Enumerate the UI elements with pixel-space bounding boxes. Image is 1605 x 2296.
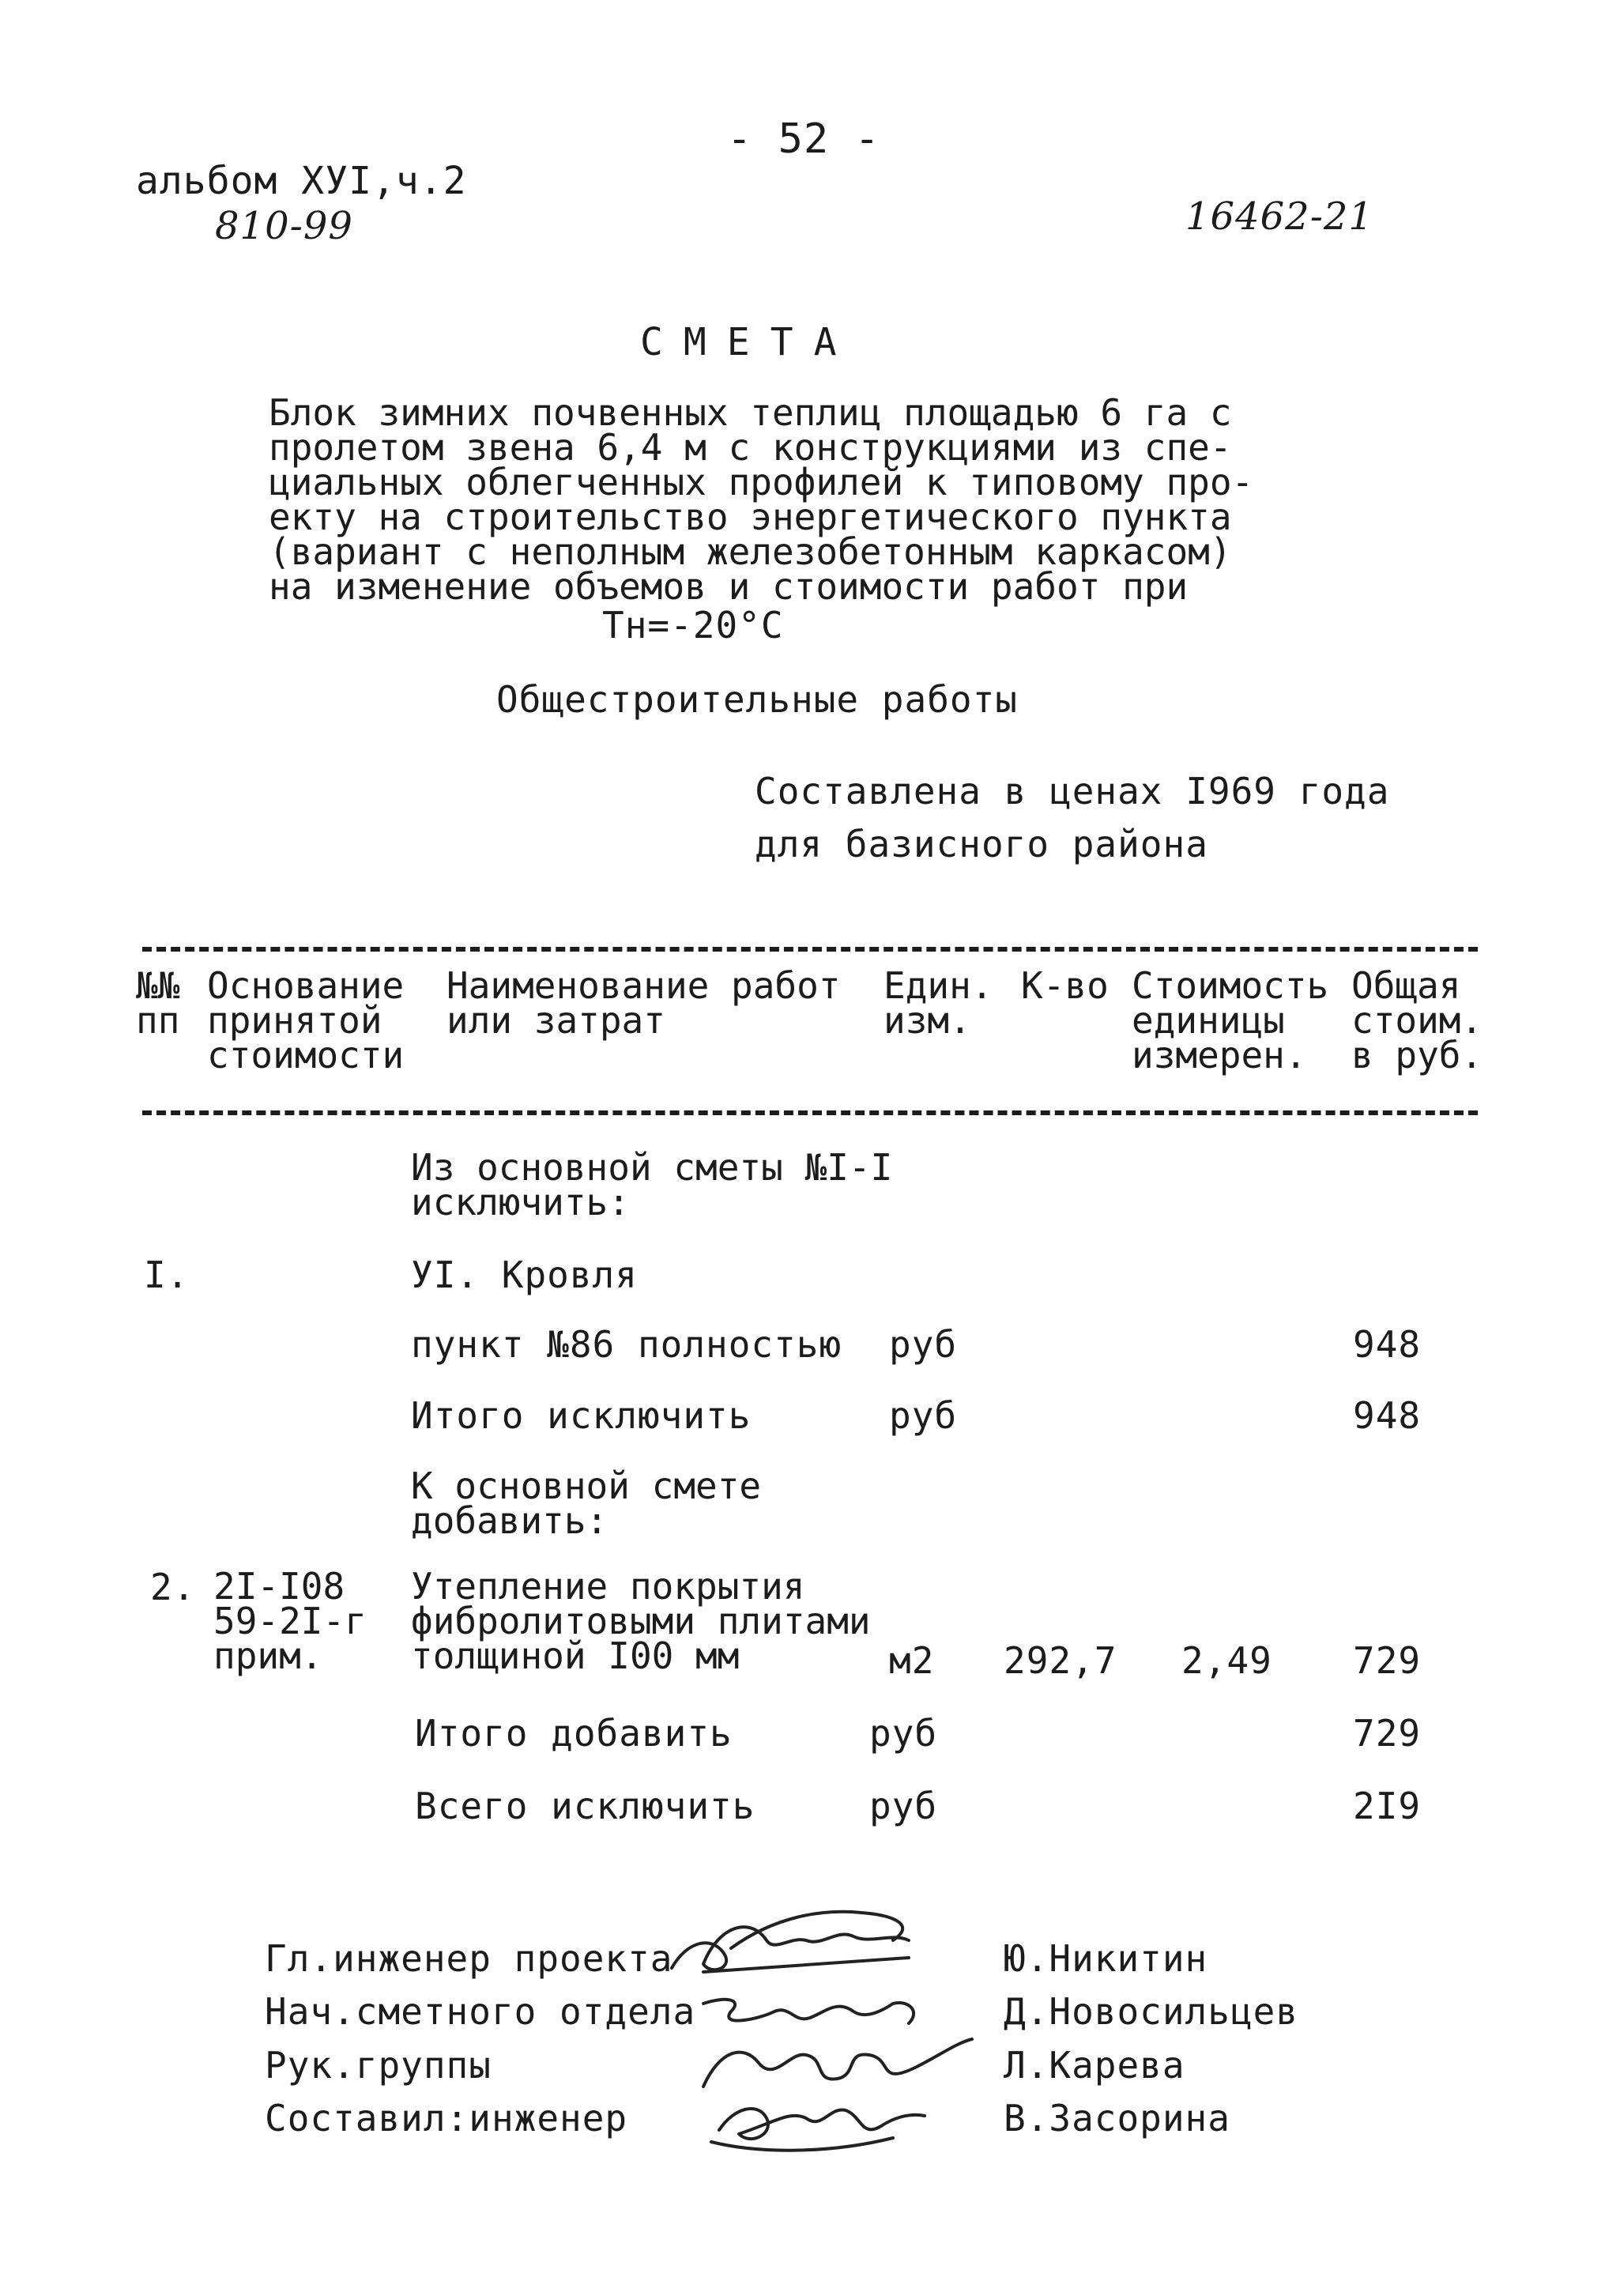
prices-note-line1: Составлена в ценах I969 года [755,770,1390,812]
header-unit: Един. изм. [884,964,993,1042]
signature-role-chief-engineer: Гл.инженер проекта [265,1937,673,1980]
signature-name-compiler: В.Засорина [1004,2097,1230,2140]
header-basis: Основание принятой стоимости [207,964,405,1076]
add-intro: К основной смете добавить: [411,1465,762,1542]
signature-name-group-lead: Л.Карева [1004,2044,1185,2087]
header-name: Наименование работ или затрат [446,964,841,1042]
header-unit-cost: Стоимость единицы измерен. [1132,964,1329,1076]
grand-total-name: Всего исключить [415,1785,755,1827]
item2-total: 729 [1353,1639,1422,1682]
signature-role-estimates-head: Нач.сметного отдела [265,1990,696,2033]
table-top-rule [142,947,1478,952]
temperature-condition: Тн=-20°С [602,604,784,647]
handwritten-signatures [656,1893,1035,2162]
signature-role-compiler: Составил:инженер [265,2097,628,2140]
item2-unit-cost: 2,49 [1181,1639,1272,1682]
item86-total: 948 [1353,1323,1422,1366]
add-total-unit: руб [869,1712,938,1755]
exclude-intro: Из основной сметы №I-I исключить: [411,1146,893,1223]
item1-number: I. [144,1254,190,1296]
document-description: Блок зимних почвенных теплиц площадью 6 га с пролетом звена 6,4 м с конструкциями из спе- циальных облегченных профилей к типовому про- екту на строительство энергетического пункта (вариант с неполным железобетонным каркасом) на изменение объемов и стоимости работ при [269,391,1254,608]
album-code: 810-99 [215,204,353,248]
item86-unit: руб [889,1323,958,1366]
album-label: альбом ХУI,ч.2 [136,159,467,203]
exclude-total-name: Итого исключить [411,1394,752,1437]
header-qty: К-во [1021,964,1109,1007]
document-title: СМЕТА [640,320,857,364]
item2-unit: м2 [889,1639,935,1682]
grand-total-unit: руб [869,1785,938,1827]
item2-name: Утепление покрытия фибролитовыми плитами толщиной I00 мм [411,1565,871,1677]
grand-total-value: 2I9 [1353,1785,1422,1827]
signature-name-chief-engineer: Ю.Никитин [1004,1937,1208,1980]
header-num: №№ пп [136,964,180,1042]
document-code: 16462-21 [1185,194,1373,239]
item2-basis: 2I-I08 59-2I-г прим. [213,1565,367,1677]
page-number: - 52 - [727,115,880,163]
exclude-total-value: 948 [1353,1394,1422,1437]
section-title: Общестроительные работы [496,678,1018,721]
add-total-value: 729 [1353,1712,1422,1755]
signature-name-estimates-head: Д.Новосильцев [1004,1990,1299,2033]
item1-name: УI. Кровля [411,1254,638,1296]
signature-role-group-lead: Рук.группы [265,2044,492,2087]
item86-name: пункт №86 полностью [411,1323,842,1366]
table-header-rule [142,1110,1478,1115]
exclude-total-unit: руб [889,1394,958,1437]
add-total-name: Итого добавить [415,1712,733,1755]
prices-note-line2: для базисного района [755,823,1208,865]
item2-number: 2. [150,1566,196,1608]
header-total: Общая стоим. в руб. [1351,964,1483,1076]
item2-quantity: 292,7 [1004,1639,1117,1682]
